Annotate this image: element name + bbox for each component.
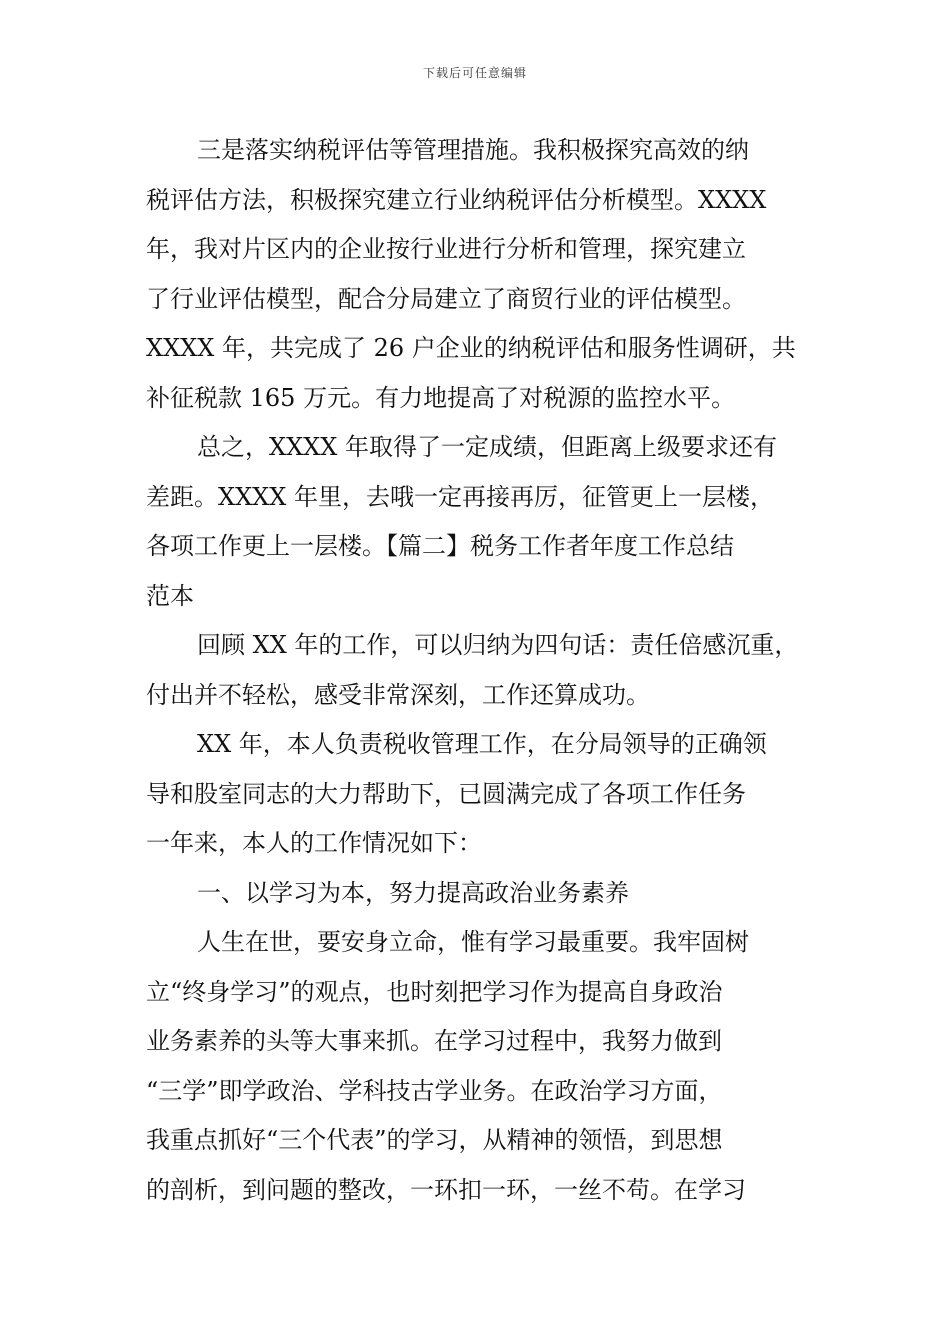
text-line: 补征税款 165 万元。有力地提高了对税源的监控水平。 xyxy=(146,383,736,412)
text-line: 立“终身学习”的观点，也时刻把学习作为提高自身政治 xyxy=(146,977,723,1006)
document-body xyxy=(146,126,808,1215)
paragraph-learning xyxy=(146,918,808,1215)
paragraph-responsibility xyxy=(146,720,808,869)
paragraph-assessment xyxy=(146,126,808,423)
page-header: 下载后可任意编辑 xyxy=(422,66,527,80)
text-line: 付出并不轻松，感受非常深刻，工作还算成功。 xyxy=(146,680,650,709)
text-line: XXXX 年，共完成了 26 户企业的纳税评估和服务性调研，共 xyxy=(146,334,796,362)
text-line: 范本 xyxy=(146,581,194,610)
text-line: 差距。XXXX 年里，去哦一定再接再厉，征管更上一层楼， xyxy=(146,482,774,511)
text-line: 三是落实纳税评估等管理措施。我积极探究高效的纳 xyxy=(197,136,749,164)
text-line: 一年来，本人的工作情况如下： xyxy=(146,829,482,857)
text-line: 的剖析，到问题的整改，一环扣一环，一丝不苟。在学习 xyxy=(146,1175,746,1204)
text-line: 回顾 XX 年的工作，可以归纳为四句话：责任倍感沉重， xyxy=(197,631,799,659)
text-line: “三学”即学政治、学科技古学业务。在政治学习方面， xyxy=(146,1076,723,1105)
text-line: 我重点抓好“三个代表”的学习，从精神的领悟，到思想 xyxy=(146,1126,723,1154)
text-line: 业务素养的头等大事来抓。在学习过程中，我努力做到 xyxy=(146,1027,722,1055)
text-line: 各项工作更上一层楼。【篇二】税务工作者年度工作总结 xyxy=(146,532,734,560)
text-line: 总之，XXXX 年取得了一定成绩，但距离上级要求还有 xyxy=(197,433,777,461)
text-line: 税评估方法，积极探究建立行业纳税评估分析模型。XXXX xyxy=(146,185,767,214)
text-line: 一、以学习为本，努力提高政治业务素养 xyxy=(197,878,629,907)
text-line: 了行业评估模型，配合分局建立了商贸行业的评估模型。 xyxy=(146,284,746,313)
section-heading-learning xyxy=(146,869,808,919)
text-line: 导和股室同志的大力帮助下，已圆满完成了各项工作任务 xyxy=(146,779,746,808)
text-line: 人生在世，要安身立命，惟有学习最重要。我牢固树 xyxy=(197,928,749,956)
paragraph-review xyxy=(146,621,808,720)
paragraph-summary xyxy=(146,423,808,621)
text-line: XX 年，本人负责税收管理工作，在分局领导的正确领 xyxy=(197,730,767,758)
text-line: 年，我对片区内的企业按行业进行分析和管理，探究建立 xyxy=(146,235,746,263)
